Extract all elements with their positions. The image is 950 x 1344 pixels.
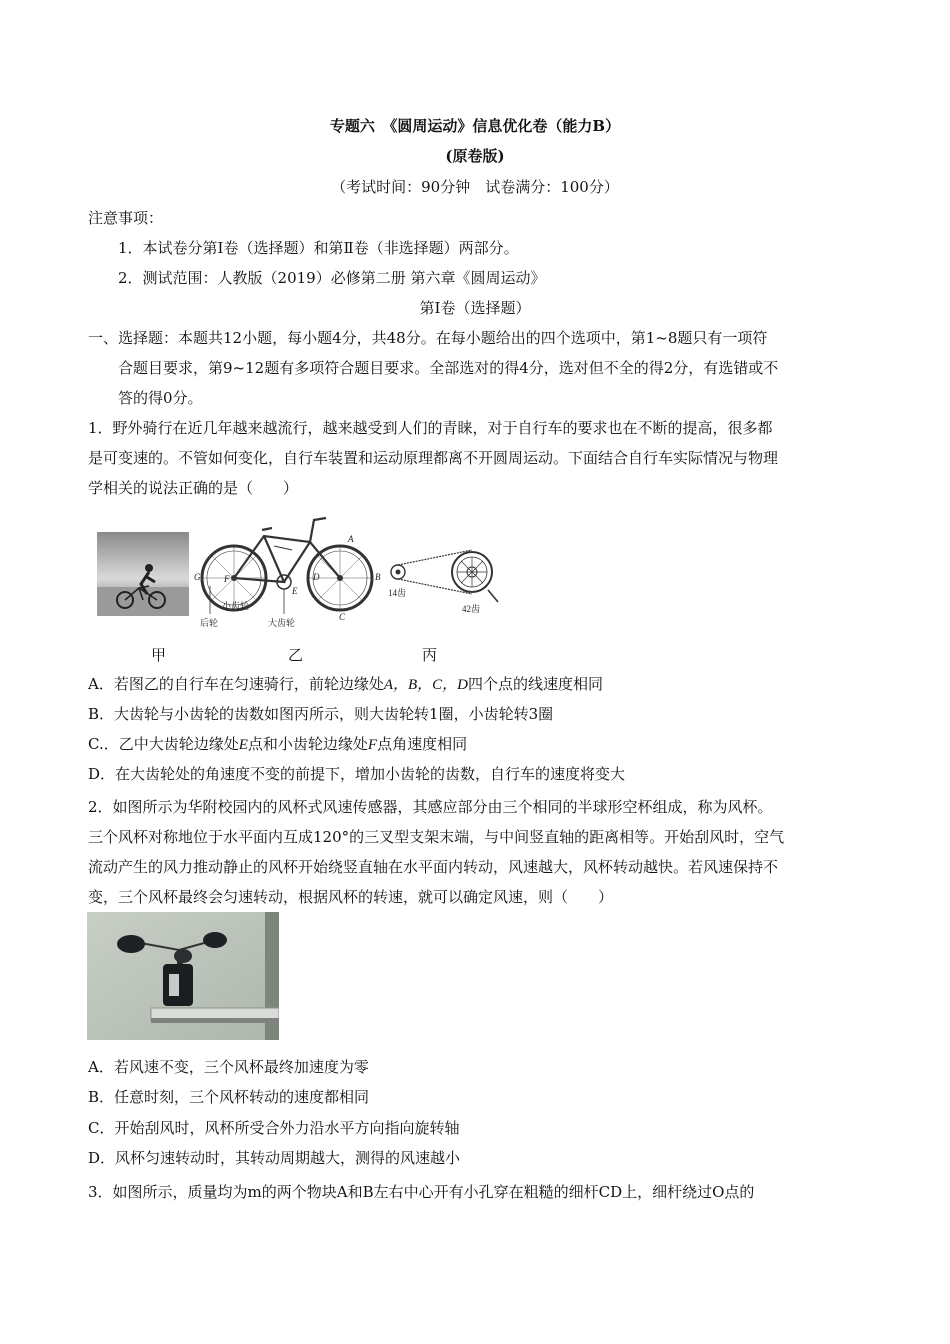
label-big-gear: 大齿轮: [268, 618, 296, 628]
label-rear-wheel: 后轮: [200, 618, 219, 628]
label-G: G: [194, 572, 201, 582]
instructions-line-1: 一、选择题：本题共12小题，每小题4分，共48分。在每小题给出的四个选项中，第1~8题只有一项符: [88, 329, 768, 347]
section-title: 第Ⅰ卷（选择题）: [419, 299, 531, 317]
q2-option-c: C．开始刮风时，风杯所受合外力沿水平方向指向旋转轴: [88, 1119, 460, 1137]
caption-bing: 丙: [422, 646, 438, 664]
label-D: D: [313, 572, 320, 582]
exam-info: （考试时间：90分钟 试卷满分：100分）: [331, 178, 619, 196]
label-A: A: [348, 534, 354, 544]
q1-option-a: A．若图乙的自行车在匀速骑行，前轮边缘处A，B，C，D四个点的线速度相同: [88, 675, 604, 693]
exam-subtitle: (原卷版): [445, 147, 505, 165]
q1-option-d: D．在大齿轮处的角速度不变的前提下，增加小齿轮的齿数，自行车的速度将变大: [88, 765, 626, 783]
notes-item-1: 1．本试卷分第Ⅰ卷（选择题）和第Ⅱ卷（非选择题）两部分。: [118, 239, 519, 257]
notes-heading: 注意事项：: [88, 209, 164, 227]
q3-stem-line-1: 3．如图所示，质量均为m的两个物块A和B左右中心开有小孔穿在粗糙的细杆CD上，细杆绕过O点的: [88, 1183, 755, 1201]
label-B: B: [375, 572, 381, 582]
chain-diagram: [388, 532, 504, 616]
exam-title: 专题六 《圆周运动》信息优化卷（能力B）: [329, 117, 621, 135]
label-C: C: [339, 612, 346, 622]
notes-item-2: 2．测试范围：人教版（2019）必修第二册 第六章《圆周运动》: [118, 269, 546, 287]
q2-option-b: B．任意时刻，三个风杯转动的速度都相同: [88, 1088, 370, 1106]
instructions-line-3: 答的得0分。: [118, 389, 203, 407]
cyclist-photo: [97, 532, 189, 616]
label-42-teeth: 42齿: [462, 604, 481, 614]
anemometer-photo: [87, 912, 279, 1040]
bicycle-diagram: [192, 506, 392, 632]
instructions-line-2: 合题目要求，第9~12题有多项符合题目要求。全部选对的得4分，选对但不全的得2分，有选错或不: [118, 359, 779, 377]
q1-stem-line-2: 是可变速的。不管如何变化，自行车装置和运动原理都离不开圆周运动。下面结合自行车实际情况与物理: [88, 449, 779, 467]
q1-stem-line-1: 1．野外骑行在近几年越来越流行，越来越受到人们的青睐，对于自行车的要求也在不断的提高，很多都: [88, 419, 773, 437]
q1-stem-line-3: 学相关的说法正确的是（ ）: [88, 479, 299, 497]
label-small-gear: 小齿轮: [222, 601, 250, 611]
q2-stem-line-2: 三个风杯对称地位于水平面内互成120°的三叉型支架末端，与中间竖直轴的距离相等。开始刮风时，空气: [88, 828, 785, 846]
label-F: F: [224, 574, 230, 584]
label-E: E: [292, 586, 298, 596]
label-14-teeth: 14齿: [388, 588, 407, 598]
q1-option-c: C.．乙中大齿轮边缘处E点和小齿轮边缘处F点角速度相同: [88, 735, 468, 753]
q2-stem-line-4: 变，三个风杯最终会匀速转动，根据风杯的转速，就可以确定风速，则（ ）: [88, 888, 614, 906]
caption-jia: 甲: [151, 646, 167, 664]
q2-option-a: A．若风速不变，三个风杯最终加速度为零: [88, 1058, 369, 1076]
q2-option-d: D．风杯匀速转动时，其转动周期越大，测得的风速越小: [88, 1149, 461, 1167]
q2-stem-line-1: 2．如图所示为华附校园内的风杯式风速传感器，其感应部分由三个相同的半球形空杯组成，称为风杯。: [88, 798, 773, 816]
q2-stem-line-3: 流动产生的风力推动静止的风杯开始绕竖直轴在水平面内转动，风速越大，风杯转动越快。若风速保持不: [88, 858, 779, 876]
caption-yi: 乙: [288, 646, 304, 664]
q1-option-b: B．大齿轮与小齿轮的齿数如图丙所示，则大齿轮转1圈，小齿轮转3圈: [88, 705, 554, 723]
